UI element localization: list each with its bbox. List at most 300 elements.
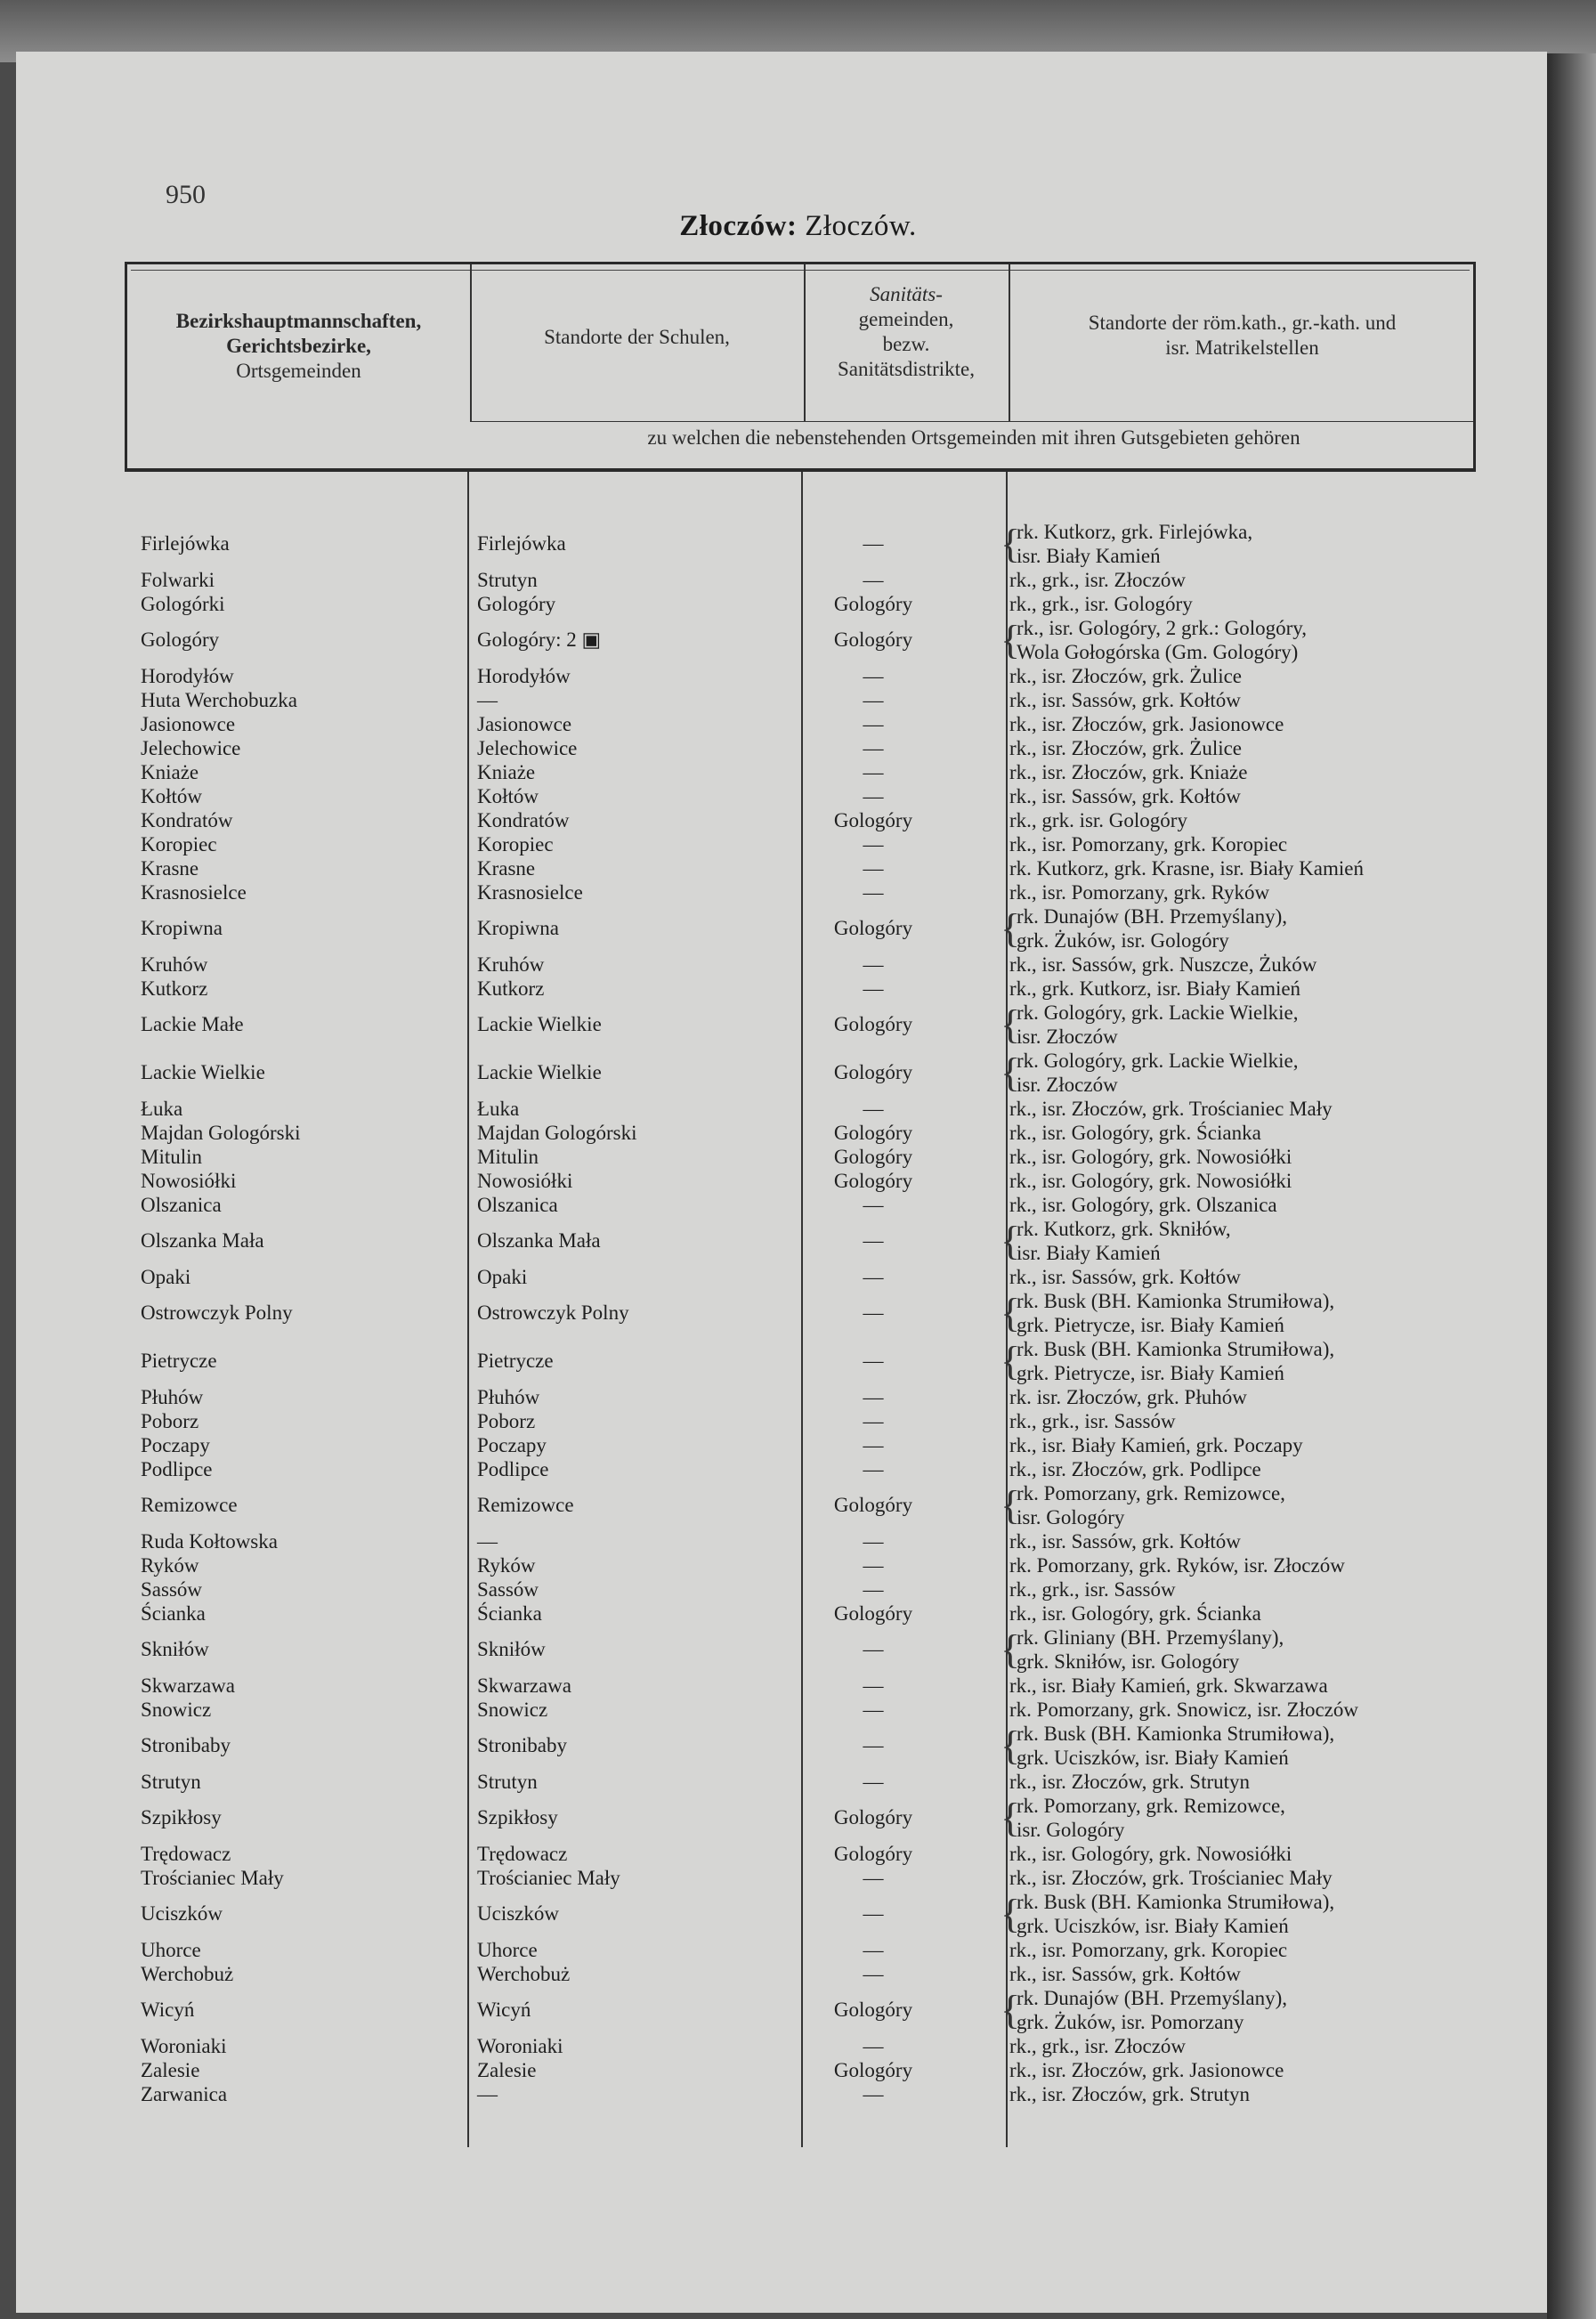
header-col-gemeinden	[127, 309, 470, 384]
schule-cell: Kniaże	[477, 761, 536, 783]
schule-cell: Pietrycze	[477, 1350, 554, 1372]
table-row	[125, 568, 1476, 592]
sanitaet-cell: Gologóry	[833, 1843, 913, 1865]
matrikel-line-1: rk., isr. Złoczów, grk. Żulice	[1009, 665, 1243, 687]
sanitaet-cell: —	[863, 1734, 884, 1756]
matrikel-line-1: rk., isr. Gologóry, grk. Ścianka	[1009, 1122, 1261, 1144]
schule-cell: Horodyłów	[477, 665, 571, 687]
table-row	[125, 1722, 1476, 1770]
table-row	[125, 1529, 1476, 1553]
brace-mark: {	[1001, 1795, 1021, 1840]
ortsgemeinde-cell: Olszanka Mała	[141, 1229, 264, 1252]
matrikel-line-1: rk., isr. Gologóry, grk. Nowosiółki	[1009, 1170, 1292, 1192]
table-row	[125, 688, 1476, 712]
schule-cell: Stronibaby	[477, 1734, 567, 1756]
ortsgemeinde-cell: Uhorce	[141, 1939, 201, 1961]
schule-cell: Sassów	[477, 1578, 539, 1601]
table-row	[125, 1433, 1476, 1457]
matrikel-line-1: rk. Pomorzany, grk. Ryków, isr. Złoczów	[1009, 1554, 1345, 1577]
matrikel-line-1: rk., grk., isr. Gologóry	[1009, 593, 1193, 615]
page-number: 950	[166, 180, 206, 209]
schule-cell: Ostrowczyk Polny	[477, 1301, 629, 1324]
schule-cell: Majdan Gologórski	[477, 1122, 637, 1144]
ortsgemeinde-cell: Sassów	[141, 1578, 203, 1601]
table-row	[125, 1385, 1476, 1409]
table-row	[125, 880, 1476, 904]
ortsgemeinde-cell: Skwarzawa	[141, 1674, 236, 1697]
schule-cell: —	[477, 1530, 498, 1553]
matrikel-line-2: isr. Złoczów	[1017, 1026, 1118, 1048]
table-row	[125, 1145, 1476, 1169]
table-row	[125, 520, 1476, 568]
table-row	[125, 712, 1476, 736]
sanitaet-cell: —	[863, 1410, 884, 1432]
matrikel-line-1: rk., isr. Pomorzany, grk. Ryków	[1009, 881, 1270, 904]
table-row	[125, 1890, 1476, 1938]
matrikel-line-1: rk., grk., isr. Złoczów	[1009, 569, 1187, 591]
schule-cell: Firlejówka	[477, 532, 566, 555]
table-row	[125, 2082, 1476, 2106]
ortsgemeinde-cell: Werchobuż	[141, 1963, 234, 1985]
schule-cell: Jasionowce	[477, 713, 572, 735]
matrikel-line-1: rk., isr. Pomorzany, grk. Koropiec	[1009, 1939, 1288, 1961]
header-col4-line2: isr. Matrikelstellen	[1165, 336, 1319, 359]
ortsgemeinde-cell: Poczapy	[141, 1434, 210, 1456]
ortsgemeinde-cell: Łuka	[141, 1098, 183, 1120]
schule-cell: Nowosiółki	[477, 1170, 573, 1192]
table-row	[125, 1842, 1476, 1866]
ortsgemeinde-cell: Horodyłów	[141, 665, 234, 687]
brace-mark: {	[1001, 1482, 1021, 1528]
table-row	[125, 616, 1476, 664]
sanitaet-cell: —	[863, 665, 884, 687]
ortsgemeinde-cell: Kniaże	[141, 761, 199, 783]
schule-cell: Ścianka	[477, 1602, 542, 1625]
ortsgemeinde-cell: Jasionowce	[141, 713, 236, 735]
table-row	[125, 1193, 1476, 1217]
schule-cell: Kruhów	[477, 953, 545, 976]
schule-cell: Uhorce	[477, 1939, 538, 1961]
brace-mark: {	[1001, 1723, 1021, 1768]
matrikel-line-1: rk. Gliniany (BH. Przemyślany),	[1017, 1626, 1284, 1649]
ortsgemeinde-cell: Koropiec	[141, 833, 217, 855]
ortsgemeinde-cell: Trościaniec Mały	[141, 1867, 284, 1889]
brace-mark: {	[1001, 1001, 1021, 1047]
sanitaet-cell: —	[863, 785, 884, 807]
sanitaet-cell: —	[863, 1867, 884, 1889]
matrikel-line-1: rk., isr. Sassów, grk. Nuszcze, Żuków	[1009, 953, 1317, 976]
sanitaet-cell: Gologóry	[833, 593, 913, 615]
schule-cell: Łuka	[477, 1098, 520, 1120]
ortsgemeinde-cell: Huta Werchobuzka	[141, 689, 297, 711]
matrikel-line-1: rk. Busk (BH. Kamionka Strumiłowa),	[1017, 1290, 1335, 1312]
schule-cell: Krasne	[477, 857, 536, 880]
table-row	[125, 1409, 1476, 1433]
sanitaet-cell: —	[863, 977, 884, 1000]
sanitaet-cell: —	[863, 1194, 884, 1216]
schule-cell: Mitulin	[477, 1146, 539, 1168]
header-col-sanitaet	[804, 282, 1009, 382]
matrikel-line-2: grk. Uciszków, isr. Biały Kamień	[1017, 1747, 1289, 1769]
matrikel-line-2: isr. Biały Kamień	[1017, 545, 1161, 567]
schule-cell: Olszanica	[477, 1194, 558, 1216]
schule-cell: Kropiwna	[477, 917, 559, 939]
schule-cell: Kutkorz	[477, 977, 545, 1000]
ortsgemeinde-cell: Płuhów	[141, 1386, 204, 1408]
schule-cell: Lackie Wielkie	[477, 1013, 602, 1035]
matrikel-line-1: rk., isr. Sassów, grk. Kołtów	[1009, 785, 1241, 807]
sanitaet-cell: —	[863, 1674, 884, 1697]
schule-cell: Wicyń	[477, 1999, 531, 2021]
sanitaet-cell: —	[863, 1266, 884, 1288]
schule-cell: —	[477, 2083, 498, 2105]
schule-cell: Płuhów	[477, 1386, 540, 1408]
matrikel-line-1: rk. Gologóry, grk. Lackie Wielkie,	[1017, 1001, 1299, 1024]
sanitaet-cell: —	[863, 1963, 884, 1985]
matrikel-line-1: rk. Gologóry, grk. Lackie Wielkie,	[1017, 1050, 1299, 1072]
sanitaet-cell: Gologóry	[833, 1602, 913, 1625]
matrikel-line-1: rk., grk., isr. Sassów	[1009, 1410, 1176, 1432]
matrikel-line-1: rk., isr. Złoczów, grk. Kniaże	[1009, 761, 1248, 783]
schule-cell: Skwarzawa	[477, 1674, 572, 1697]
matrikel-line-2: isr. Gologóry	[1017, 1506, 1125, 1528]
table-row	[125, 953, 1476, 977]
ortsgemeinde-cell: Kondratów	[141, 809, 233, 831]
ortsgemeinde-cell: Remizowce	[141, 1494, 238, 1516]
sanitaet-cell: —	[863, 569, 884, 591]
header-col3-line1: Sanitäts-	[870, 283, 943, 305]
schule-cell: Kołtów	[477, 785, 539, 807]
matrikel-line-1: rk., grk., isr. Złoczów	[1009, 2035, 1187, 2057]
table-row	[125, 2034, 1476, 2058]
matrikel-line-2: grk. Żuków, isr. Pomorzany	[1017, 2011, 1244, 2033]
sanitaet-cell: Gologóry	[833, 1013, 913, 1035]
matrikel-line-1: rk., isr. Złoczów, grk. Żulice	[1009, 737, 1243, 759]
ortsgemeinde-cell: Lackie Małe	[141, 1013, 244, 1035]
sanitaet-cell: —	[863, 2083, 884, 2105]
table-row	[125, 1962, 1476, 1986]
matrikel-line-1: rk. Pomorzany, grk. Remizowce,	[1017, 1795, 1285, 1817]
ortsgemeinde-cell: Firlejówka	[141, 532, 230, 555]
sanitaet-cell: Gologóry	[833, 1806, 913, 1828]
ortsgemeinde-cell: Wicyń	[141, 1999, 195, 2021]
schule-cell: Snowicz	[477, 1699, 548, 1721]
matrikel-line-2: grk. Skniłów, isr. Gologóry	[1017, 1650, 1240, 1673]
matrikel-line-1: rk., isr. Złoczów, grk. Podlipce	[1009, 1458, 1261, 1480]
ortsgemeinde-cell: Opaki	[141, 1266, 191, 1288]
brace-mark: {	[1001, 1626, 1021, 1672]
table-row	[125, 1770, 1476, 1794]
table-row	[125, 1626, 1476, 1674]
ortsgemeinde-cell: Krasnosielce	[141, 881, 247, 904]
schule-cell: Gologóry	[477, 593, 556, 615]
brace-mark: {	[1001, 617, 1021, 662]
matrikel-line-1: rk., isr. Gologóry, grk. Ścianka	[1009, 1602, 1261, 1625]
sanitaet-cell: —	[863, 1638, 884, 1660]
table-row	[125, 1265, 1476, 1289]
matrikel-line-1: rk. Kutkorz, grk. Skniłów,	[1017, 1218, 1231, 1240]
sanitaet-cell: Gologóry	[833, 917, 913, 939]
table-row	[125, 977, 1476, 1001]
matrikel-line-1: rk. isr. Złoczów, grk. Płuhów	[1009, 1386, 1247, 1408]
table-row	[125, 760, 1476, 784]
sanitaet-cell: —	[863, 1301, 884, 1324]
ortsgemeinde-cell: Uciszków	[141, 1902, 223, 1925]
sanitaet-cell: Gologóry	[833, 1170, 913, 1192]
ortsgemeinde-cell: Lackie Wielkie	[141, 1061, 265, 1083]
ortsgemeinde-cell: Majdan Gologórski	[141, 1122, 301, 1144]
table-row	[125, 736, 1476, 760]
header-col1-line2: Gerichtsbezirke,	[226, 335, 371, 357]
matrikel-line-1: rk., isr. Złoczów, grk. Jasionowce	[1009, 2059, 1284, 2081]
ortsgemeinde-cell: Krasne	[141, 857, 199, 880]
schule-cell: Podlipce	[477, 1458, 549, 1480]
ortsgemeinde-cell: Strutyn	[141, 1771, 201, 1793]
sanitaet-cell: —	[863, 689, 884, 711]
table-row	[125, 1217, 1476, 1265]
title-subdistrict: Złoczów.	[805, 210, 917, 242]
table-row	[125, 1121, 1476, 1145]
matrikel-line-1: rk., grk. isr. Gologóry	[1009, 809, 1187, 831]
sanitaet-cell: —	[863, 1771, 884, 1793]
schule-cell: Strutyn	[477, 1771, 538, 1793]
sanitaet-cell: —	[863, 1386, 884, 1408]
matrikel-line-1: rk., isr. Sassów, grk. Kołtów	[1009, 1963, 1241, 1985]
table-row	[125, 1337, 1476, 1385]
table-row	[125, 1553, 1476, 1577]
schule-cell: Zalesie	[477, 2059, 537, 2081]
matrikel-line-1: rk., isr. Biały Kamień, grk. Skwarzawa	[1009, 1674, 1328, 1697]
sanitaet-cell: Gologóry	[833, 1146, 913, 1168]
sanitaet-cell: —	[863, 833, 884, 855]
matrikel-line-1: rk., isr. Biały Kamień, grk. Poczapy	[1009, 1434, 1303, 1456]
table-row	[125, 1001, 1476, 1049]
matrikel-line-1: rk. Busk (BH. Kamionka Strumiłowa),	[1017, 1891, 1335, 1913]
schule-cell: —	[477, 689, 498, 711]
table-row	[125, 1986, 1476, 2034]
matrikel-line-1: rk., isr. Gologóry, 2 grk.: Gologóry,	[1017, 617, 1308, 639]
header-subheading: zu welchen die nebenstehenden Ortsgemeinden mit ihren Gutsgebieten gehören	[647, 426, 1300, 449]
sanitaet-cell: —	[863, 737, 884, 759]
sanitaet-cell: Gologóry	[833, 2059, 913, 2081]
sanitaet-cell: —	[863, 1350, 884, 1372]
sanitaet-cell: —	[863, 1554, 884, 1577]
matrikel-line-2: grk. Pietrycze, isr. Biały Kamień	[1017, 1362, 1284, 1384]
sanitaet-cell: —	[863, 1578, 884, 1601]
sanitaet-cell: Gologóry	[833, 1061, 913, 1083]
table-row	[125, 1049, 1476, 1097]
ortsgemeinde-cell: Ruda Kołtowska	[141, 1530, 278, 1553]
ortsgemeinde-cell: Pietrycze	[141, 1350, 217, 1372]
sanitaet-cell: —	[863, 953, 884, 976]
brace-mark: {	[1001, 1891, 1021, 1936]
matrikel-line-1: rk., grk., isr. Sassów	[1009, 1578, 1176, 1601]
sanitaet-cell: —	[863, 713, 884, 735]
sanitaet-cell: —	[863, 881, 884, 904]
matrikel-line-2: grk. Pietrycze, isr. Biały Kamień	[1017, 1314, 1284, 1336]
table-row	[125, 808, 1476, 832]
ortsgemeinde-cell: Stronibaby	[141, 1734, 231, 1756]
title-district: Złoczów:	[679, 210, 798, 242]
ortsgemeinde-cell: Kruhów	[141, 953, 208, 976]
header-col3-line2: gemeinden,	[858, 308, 954, 330]
ortsgemeinde-cell: Podlipce	[141, 1458, 213, 1480]
matrikel-line-1: rk. Pomorzany, grk. Snowicz, isr. Złoczów	[1009, 1699, 1358, 1721]
brace-mark: {	[1001, 1050, 1021, 1095]
matrikel-line-1: rk., isr. Gologóry, grk. Nowosiółki	[1009, 1146, 1292, 1168]
ortsgemeinde-cell: Woroniaki	[141, 2035, 227, 2057]
brace-mark: {	[1001, 1987, 1021, 2032]
ortsgemeinde-cell: Poborz	[141, 1410, 199, 1432]
matrikel-line-1: rk. Busk (BH. Kamionka Strumiłowa),	[1017, 1723, 1335, 1745]
schule-cell: Gologóry: 2 ▣	[477, 628, 602, 651]
schule-cell: Szpikłosy	[477, 1806, 558, 1828]
matrikel-line-1: rk., isr. Złoczów, grk. Trościaniec Mały	[1009, 1867, 1333, 1889]
table-row	[125, 1698, 1476, 1722]
sanitaet-cell: —	[863, 1458, 884, 1480]
matrikel-line-1: rk., isr. Gologóry, grk. Olszanica	[1009, 1194, 1277, 1216]
brace-mark: {	[1001, 905, 1021, 951]
table-row	[125, 1601, 1476, 1626]
brace-mark: {	[1001, 521, 1021, 566]
ortsgemeinde-cell: Ryków	[141, 1554, 199, 1577]
matrikel-line-1: rk., grk. Kutkorz, isr. Biały Kamień	[1009, 977, 1301, 1000]
ortsgemeinde-cell: Folwarki	[141, 569, 215, 591]
ortsgemeinde-cell: Zarwanica	[141, 2083, 228, 2105]
schule-cell: Olszanka Mała	[477, 1229, 601, 1252]
sanitaet-cell: Gologóry	[833, 809, 913, 831]
page-edge	[1547, 53, 1596, 2319]
schule-cell: Skniłów	[477, 1638, 546, 1660]
sanitaet-cell: —	[863, 1229, 884, 1252]
schule-cell: Jelechowice	[477, 737, 578, 759]
schule-cell: Krasnosielce	[477, 881, 583, 904]
table-row	[125, 1674, 1476, 1698]
brace-mark: {	[1001, 1290, 1021, 1335]
brace-mark: {	[1001, 1338, 1021, 1383]
schule-cell: Kondratów	[477, 809, 570, 831]
matrikel-line-1: rk. Kutkorz, grk. Krasne, isr. Biały Kamień	[1009, 857, 1364, 880]
matrikel-line-1: rk. Busk (BH. Kamionka Strumiłowa),	[1017, 1338, 1335, 1360]
table-row	[125, 1457, 1476, 1481]
header-mid-rule	[470, 421, 1473, 422]
ortsgemeinde-cell: Gologóry	[141, 628, 220, 651]
ortsgemeinde-cell: Kropiwna	[141, 917, 223, 939]
sanitaet-cell: —	[863, 1434, 884, 1456]
ortsgemeinde-cell: Szpikłosy	[141, 1806, 222, 1828]
schule-cell: Remizowce	[477, 1494, 574, 1516]
sanitaet-cell: Gologóry	[833, 1122, 913, 1144]
schule-cell: Trościaniec Mały	[477, 1867, 620, 1889]
schule-cell: Poborz	[477, 1410, 536, 1432]
table-row	[125, 1938, 1476, 1962]
sanitaet-cell: —	[863, 1939, 884, 1961]
matrikel-line-2: grk. Żuków, isr. Gologóry	[1017, 929, 1229, 952]
matrikel-line-1: rk. Pomorzany, grk. Remizowce,	[1017, 1482, 1285, 1504]
page-title	[0, 210, 1596, 243]
matrikel-line-1: rk., isr. Sassów, grk. Kołtów	[1009, 689, 1241, 711]
matrikel-line-1: rk. Dunajów (BH. Przemyślany),	[1017, 1987, 1288, 2009]
header-inner-rule	[131, 270, 1470, 271]
matrikel-line-2: Wola Gołogórska (Gm. Gologóry)	[1017, 641, 1299, 663]
ortsgemeinde-cell: Skniłów	[141, 1638, 209, 1660]
table-row	[125, 664, 1476, 688]
table-row	[125, 1097, 1476, 1121]
matrikel-line-2: isr. Złoczów	[1017, 1074, 1118, 1096]
ortsgemeinde-cell: Ścianka	[141, 1602, 206, 1625]
schule-cell: Ryków	[477, 1554, 536, 1577]
ortsgemeinde-cell: Snowicz	[141, 1699, 212, 1721]
sanitaet-cell: Gologóry	[833, 628, 913, 651]
sanitaet-cell: —	[863, 2035, 884, 2057]
sanitaet-cell: —	[863, 532, 884, 555]
schule-cell: Opaki	[477, 1266, 528, 1288]
ortsgemeinde-cell: Gologórki	[141, 593, 225, 615]
matrikel-line-2: grk. Uciszków, isr. Biały Kamień	[1017, 1915, 1289, 1937]
table-row	[125, 1794, 1476, 1842]
table-row	[125, 1577, 1476, 1601]
sanitaet-cell: —	[863, 857, 884, 880]
ortsgemeinde-cell: Zalesie	[141, 2059, 200, 2081]
table-body	[125, 472, 1476, 2145]
ortsgemeinde-cell: Ostrowczyk Polny	[141, 1301, 293, 1324]
matrikel-line-1: rk., isr. Złoczów, grk. Jasionowce	[1009, 713, 1284, 735]
sanitaet-cell: —	[863, 1902, 884, 1925]
schule-cell: Woroniaki	[477, 2035, 563, 2057]
brace-mark: {	[1001, 1218, 1021, 1263]
schule-cell: Uciszków	[477, 1902, 559, 1925]
schule-cell: Trędowacz	[477, 1843, 568, 1865]
sanitaet-cell: Gologóry	[833, 1494, 913, 1516]
sanitaet-cell: —	[863, 1530, 884, 1553]
table-row	[125, 1289, 1476, 1337]
header-col-matrikel	[1009, 311, 1476, 361]
header-col1-line1: Bezirkshauptmannschaften,	[175, 310, 422, 332]
sanitaet-cell: —	[863, 761, 884, 783]
header-col4-line1: Standorte der röm.kath., gr.-kath. und	[1088, 312, 1397, 334]
table-row	[125, 784, 1476, 808]
table-row	[125, 1169, 1476, 1193]
matrikel-line-1: rk., isr. Sassów, grk. Kołtów	[1009, 1530, 1241, 1553]
sanitaet-cell: Gologóry	[833, 1999, 913, 2021]
ortsgemeinde-cell: Mitulin	[141, 1146, 203, 1168]
matrikel-line-1: rk., isr. Sassów, grk. Kołtów	[1009, 1266, 1241, 1288]
matrikel-line-1: rk., isr. Złoczów, grk. Strutyn	[1009, 2083, 1251, 2105]
matrikel-line-1: rk., isr. Gologóry, grk. Nowosiółki	[1009, 1843, 1292, 1865]
ortsgemeinde-cell: Kutkorz	[141, 977, 208, 1000]
table-row	[125, 856, 1476, 880]
sanitaet-cell: —	[863, 1098, 884, 1120]
table-row	[125, 904, 1476, 953]
ortsgemeinde-cell: Olszanica	[141, 1194, 222, 1216]
ortsgemeinde-cell: Nowosiółki	[141, 1170, 237, 1192]
schule-cell: Koropiec	[477, 833, 554, 855]
table-row	[125, 832, 1476, 856]
table-row	[125, 592, 1476, 616]
matrikel-line-2: isr. Gologóry	[1017, 1819, 1125, 1841]
header-col-schulen: Standorte der Schulen,	[544, 326, 730, 348]
ortsgemeinde-cell: Trędowacz	[141, 1843, 231, 1865]
table-row	[125, 1866, 1476, 1890]
ortsgemeinde-cell: Kołtów	[141, 785, 202, 807]
matrikel-line-1: rk. Kutkorz, grk. Firlejówka,	[1017, 521, 1253, 543]
header-col3-line4: Sanitätsdistrikte,	[838, 358, 975, 380]
matrikel-line-1: rk., isr. Pomorzany, grk. Koropiec	[1009, 833, 1288, 855]
header-col1-line3: Ortsgemeinden	[236, 360, 361, 382]
table-row	[125, 1481, 1476, 1529]
schule-cell: Strutyn	[477, 569, 538, 591]
schule-cell: Poczapy	[477, 1434, 547, 1456]
